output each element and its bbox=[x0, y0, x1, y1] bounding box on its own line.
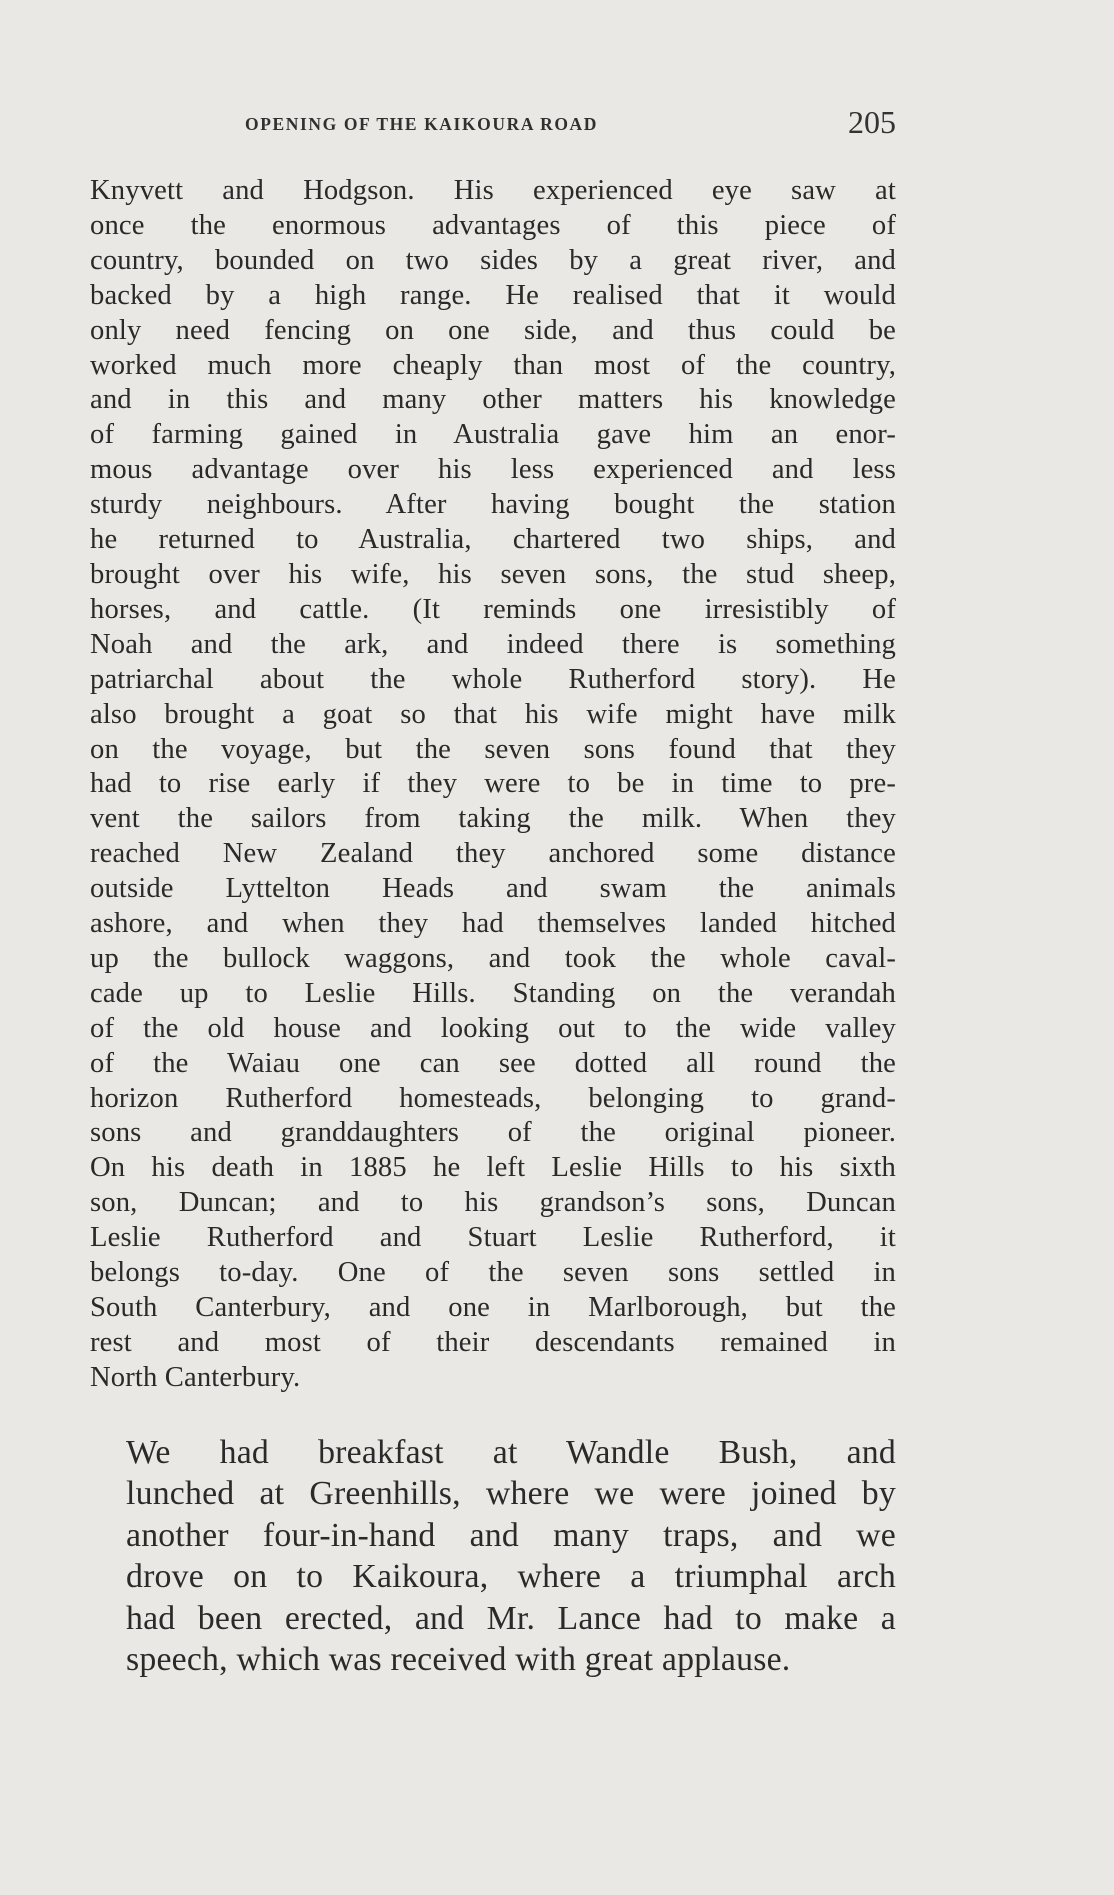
text-line: had been erected, and Mr. Lance had to make a bbox=[126, 1599, 896, 1637]
running-header bbox=[90, 104, 896, 146]
text-line: horizon Rutherford homesteads, belonging to grand- bbox=[90, 1082, 896, 1114]
text-line: Noah and the ark, and indeed there is something bbox=[90, 628, 896, 660]
text-line: reached New Zealand they anchored some distance bbox=[90, 838, 896, 870]
text-line: belongs to-day. One of the seven sons settled in bbox=[90, 1257, 896, 1289]
text-line: speech, which was received with great applause. bbox=[126, 1641, 791, 1679]
text-line: horses, and cattle. (It reminds one irresistibly of bbox=[90, 593, 896, 625]
text-line: had to rise early if they were to be in time to pre- bbox=[90, 768, 896, 800]
text-line: of the Waiau one can see dotted all round the bbox=[90, 1047, 896, 1079]
text-line: another four-in-hand and many traps, and we bbox=[126, 1516, 896, 1554]
text-line: worked much more cheaply than most of the country, bbox=[90, 349, 896, 381]
text-line: cade up to Leslie Hills. Standing on the verandah bbox=[90, 977, 896, 1009]
text-line: patriarchal about the whole Rutherford story). He bbox=[90, 663, 896, 695]
text-line: ashore, and when they had themselves landed hitched bbox=[90, 908, 896, 940]
page-number: 205 bbox=[848, 104, 896, 140]
text-line: sturdy neighbours. After having bought the station bbox=[90, 489, 896, 521]
text-line: he returned to Australia, chartered two ships, and bbox=[90, 524, 896, 556]
text-line: sons and granddaughters of the original pioneer. bbox=[90, 1117, 896, 1149]
text-line: We had breakfast at Wandle Bush, and bbox=[126, 1433, 896, 1471]
text-line: vent the sailors from taking the milk. When they bbox=[90, 803, 896, 835]
text-line: North Canterbury. bbox=[90, 1361, 301, 1393]
text-line: son, Duncan; and to his grandson’s sons, Duncan bbox=[90, 1187, 896, 1219]
text-line: and in this and many other matters his knowledge bbox=[90, 384, 896, 416]
text-line: Leslie Rutherford and Stuart Leslie Rutherford, it bbox=[90, 1222, 896, 1254]
text-line: backed by a high range. He realised that it would bbox=[90, 279, 896, 311]
text-line: rest and most of their descendants remained in bbox=[90, 1326, 896, 1358]
text-line: only need fencing on one side, and thus could be bbox=[90, 314, 896, 346]
text-line: Knyvett and Hodgson. His experienced eye saw at bbox=[90, 175, 896, 206]
text-line: drove on to Kaikoura, where a triumphal arch bbox=[126, 1558, 896, 1596]
text-line: country, bounded on two sides by a great river, and bbox=[90, 244, 896, 276]
paragraph-kaikoura-journey bbox=[90, 1432, 896, 1681]
text-line: lunched at Greenhills, where we were joined by bbox=[126, 1475, 896, 1513]
text-line: on the voyage, but the seven sons found that they bbox=[90, 733, 896, 765]
text-line: also brought a goat so that his wife might have milk bbox=[90, 698, 896, 730]
text-line: of farming gained in Australia gave him an enor- bbox=[90, 419, 896, 451]
text-line: South Canterbury, and one in Marlborough, but the bbox=[90, 1292, 896, 1323]
text-line: up the bullock waggons, and took the whole caval- bbox=[90, 942, 896, 974]
text-line: brought over his wife, his seven sons, the stud sheep, bbox=[90, 558, 896, 590]
running-title: OPENING OF THE KAIKOURA ROAD bbox=[245, 114, 599, 134]
paragraph-rutherford-story bbox=[90, 174, 896, 1396]
text-line: mous advantage over his less experienced and less bbox=[90, 454, 896, 486]
body-text bbox=[90, 174, 896, 1681]
text-line: On his death in 1885 he left Leslie Hills to his sixth bbox=[90, 1152, 896, 1184]
text-line: once the enormous advantages of this piece of bbox=[90, 209, 896, 241]
text-line: of the old house and looking out to the wide valley bbox=[90, 1012, 896, 1044]
text-line: outside Lyttelton Heads and swam the animals bbox=[90, 873, 896, 905]
